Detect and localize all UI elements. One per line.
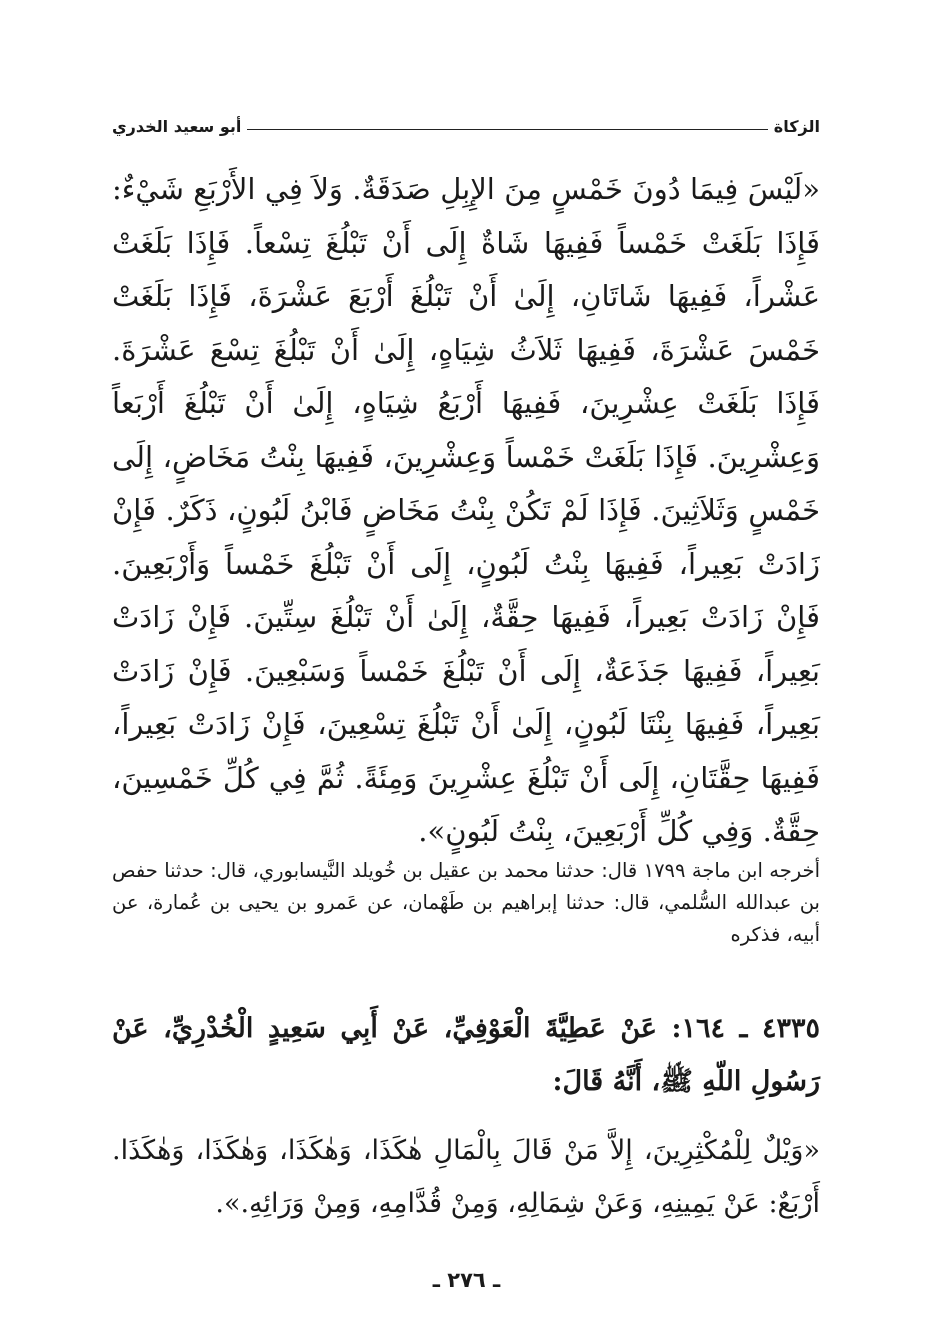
page-number: ـ ٢٧٦ ـ: [432, 1268, 501, 1292]
header-rule: [247, 129, 767, 130]
takhrij-note: أخرجه ابن ماجة ١٧٩٩ قال: حدثنا محمد بن عقيل بن خُويلد النَّيسابوري، قال: حدثنا حفص بن عبدالله السُّلمي، قال: حدثنا إبراهيم بن طَهْمان، عن عَمرو بن يحيى بن عُمارة، عن أبيه، فذكره: [112, 859, 821, 946]
hadith-text: «لَيْسَ فِيمَا دُونَ خَمْسٍ مِنَ الإِبِلِ صَدَقَةٌ. وَلاَ فِي الأَرْبَعِ شَيْءٌ: فَإِذَا بَلَغَتْ خَمْساً فَفِيهَا شَاةٌ إِلَى أَنْ تَبْلُغَ تِسْعاً. فَإِذَا بَلَغَتْ عَشْراً، فَفِيهَا شَاتَانِ، إِلَىٰ أَنْ تَبْلُغَ أَرْبَعَ عَشْرَةَ، فَإِذَا بَلَغَتْ خَمْسَ عَشْرَةَ، فَفِيهَا ثَلاَثُ شِيَاهٍ، إِلَىٰ أَنْ تَبْلُغَ تِسْعَ عَشْرَةَ. فَإِذَا بَلَغَتْ عِشْرِينَ، فَفِيهَا أَرْبَعُ شِيَاهٍ، إِلَىٰ أَنْ تَبْلُغَ أَرْبَعاً وَعِشْرِينَ. فَإِذَا بَلَغَتْ خَمْساً وَعِشْرِينَ، فَفِيهَا بِنْتُ مَخَاضٍ، إِلَى خَمْسٍ وَثَلاَثِينَ. فَإِذَا لَمْ تَكُنْ بِنْتُ مَخَاضٍ فَابْنُ لَبُونٍ، ذَكَرٌ. فَإِنْ زَادَتْ بَعِيراً، فَفِيهَا بِنْتُ لَبُونٍ، إِلَى أَنْ تَبْلُغَ خَمْساً وَأَرْبَعِينَ. فَإِنْ زَادَتْ بَعِيراً، فَفِيهَا حِقَّةٌ، إِلَىٰ أَنْ تَبْلُغَ سِتِّينَ. فَإِنْ زَادَتْ بَعِيراً، فَفِيهَا جَذَعَةٌ، إِلَى أَنْ تَبْلُغَ خَمْساً وَسَبْعِينَ. فَإِنْ زَادَتْ بَعِيراً، فَفِيهَا بِنْتَا لَبُونٍ، إِلَىٰ أَنْ تَبْلُغَ تِسْعِينَ، فَإِنْ زَادَتْ بَعِيراً، فَفِيهَا حِقَّتَانِ، إِلَى أَنْ تَبْلُغَ عِشْرِينَ وَمِئَةً. ثُمَّ فِي كُلِّ خَمْسِينَ، حِقَّةٌ. وَفِي كُلِّ أَرْبَعِينَ، بِنْتُ لَبُونٍ».: [112, 172, 820, 848]
running-header: [112, 114, 820, 138]
second-hadith-text: «وَيْلٌ لِلْمُكْثِرِينَ، إِلاَّ مَنْ قَالَ بِالْمَالِ هٰكَذَا، وَهٰكَذَا، وَهٰكَذَا، وَهٰكَذَا. أَرْبَعٌ: عَنْ يَمِينِهِ، وَعَنْ شِمَالِهِ، وَمِنْ قُدَّامِهِ، وَمِنْ وَرَائِهِ.».: [112, 1135, 820, 1219]
hadith-isnad: ٤٣٣٥ ـ ١٦٤: عَنْ عَطِيَّةَ الْعَوْفِيِّ، عَنْ أَبِي سَعِيدٍ الْخُدْرِيِّ، عَنْ رَسُولِ اللّهِ ﷺ، أَنَّهُ قَالَ:: [112, 1013, 820, 1097]
narrator-title: أبو سعيد الخدري: [112, 116, 242, 136]
chapter-title: الزكاة: [773, 116, 820, 136]
